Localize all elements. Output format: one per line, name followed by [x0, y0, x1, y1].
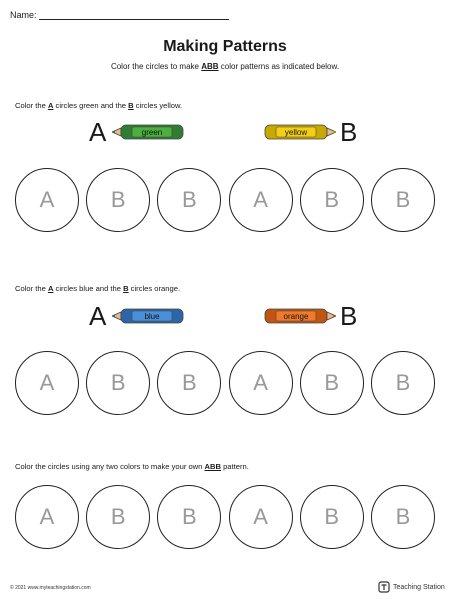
name-label: Name:	[10, 10, 37, 20]
pattern-circle[interactable]: B	[300, 485, 364, 549]
instruction-text: circles yellow.	[133, 101, 183, 110]
pattern-circle[interactable]: A	[15, 351, 79, 415]
section-1-letter-b: B	[340, 117, 358, 147]
name-field-row	[10, 10, 229, 20]
section-3-circles	[15, 485, 435, 549]
crayon-label: yellow	[284, 128, 308, 137]
pattern-circle[interactable]: A	[15, 485, 79, 549]
instruction-text: Color the	[15, 101, 48, 110]
pattern-circle[interactable]: B	[86, 351, 150, 415]
instruction-text: circles blue and the	[53, 284, 124, 293]
crayon-label: green	[141, 128, 163, 137]
crayon-blue-icon	[112, 306, 186, 326]
pattern-circle[interactable]: B	[86, 485, 150, 549]
pattern-circle[interactable]: B	[371, 351, 435, 415]
crayon-yellow-icon	[262, 122, 336, 142]
instruction-text: circles orange.	[128, 284, 181, 293]
pattern-circle[interactable]: B	[157, 485, 221, 549]
pattern-circle[interactable]: B	[371, 485, 435, 549]
instruction-text: Color the circles using any two colors to make your own	[15, 462, 205, 471]
instruction-text: Color the	[15, 284, 48, 293]
crayon-orange-icon	[262, 306, 336, 326]
instruction-letter-b: B	[128, 101, 134, 110]
footer-brand[interactable]	[378, 581, 445, 593]
teaching-station-logo-icon	[378, 581, 390, 593]
footer-copyright: © 2021 www.myteachingstation.com	[10, 585, 91, 591]
pattern-circle[interactable]: B	[86, 168, 150, 232]
page-title: Making Patterns	[163, 38, 287, 55]
instruction-letter-b: B	[123, 284, 129, 293]
section-1-circles	[15, 168, 435, 232]
section-1-letter-a: A	[89, 117, 107, 147]
instruction-letter-a: A	[47, 101, 54, 110]
instruction-pattern: ABB	[204, 462, 221, 471]
crayon-green-icon	[112, 122, 186, 142]
pattern-circle[interactable]: A	[15, 168, 79, 232]
instruction-letter-a: A	[47, 284, 54, 293]
section-2-instruction	[15, 284, 180, 293]
subtitle-pattern: ABB	[201, 62, 219, 71]
footer-brand-label: Teaching Station	[393, 583, 445, 591]
section-2-letter-a: A	[89, 301, 107, 331]
pattern-circle[interactable]: B	[157, 168, 221, 232]
crayon-label: orange	[283, 312, 309, 321]
section-1-instruction	[15, 101, 182, 110]
pattern-circle[interactable]: A	[229, 351, 293, 415]
subtitle-text: Color the circles to make	[110, 62, 202, 71]
pattern-circle[interactable]: B	[300, 351, 364, 415]
page-subtitle	[0, 62, 450, 71]
instruction-text: pattern.	[220, 462, 249, 471]
pattern-circle[interactable]: B	[157, 351, 221, 415]
section-3-instruction	[15, 462, 249, 471]
pattern-circle[interactable]: A	[229, 485, 293, 549]
name-line[interactable]	[39, 10, 229, 20]
section-2-circles	[15, 351, 435, 415]
pattern-circle[interactable]: A	[229, 168, 293, 232]
subtitle-text: color patterns as indicated below.	[218, 62, 340, 71]
pattern-circle[interactable]: B	[300, 168, 364, 232]
section-2-letter-b: B	[340, 301, 358, 331]
instruction-text: circles green and the	[53, 101, 129, 110]
pattern-circle[interactable]: B	[371, 168, 435, 232]
crayon-label: blue	[144, 312, 160, 321]
